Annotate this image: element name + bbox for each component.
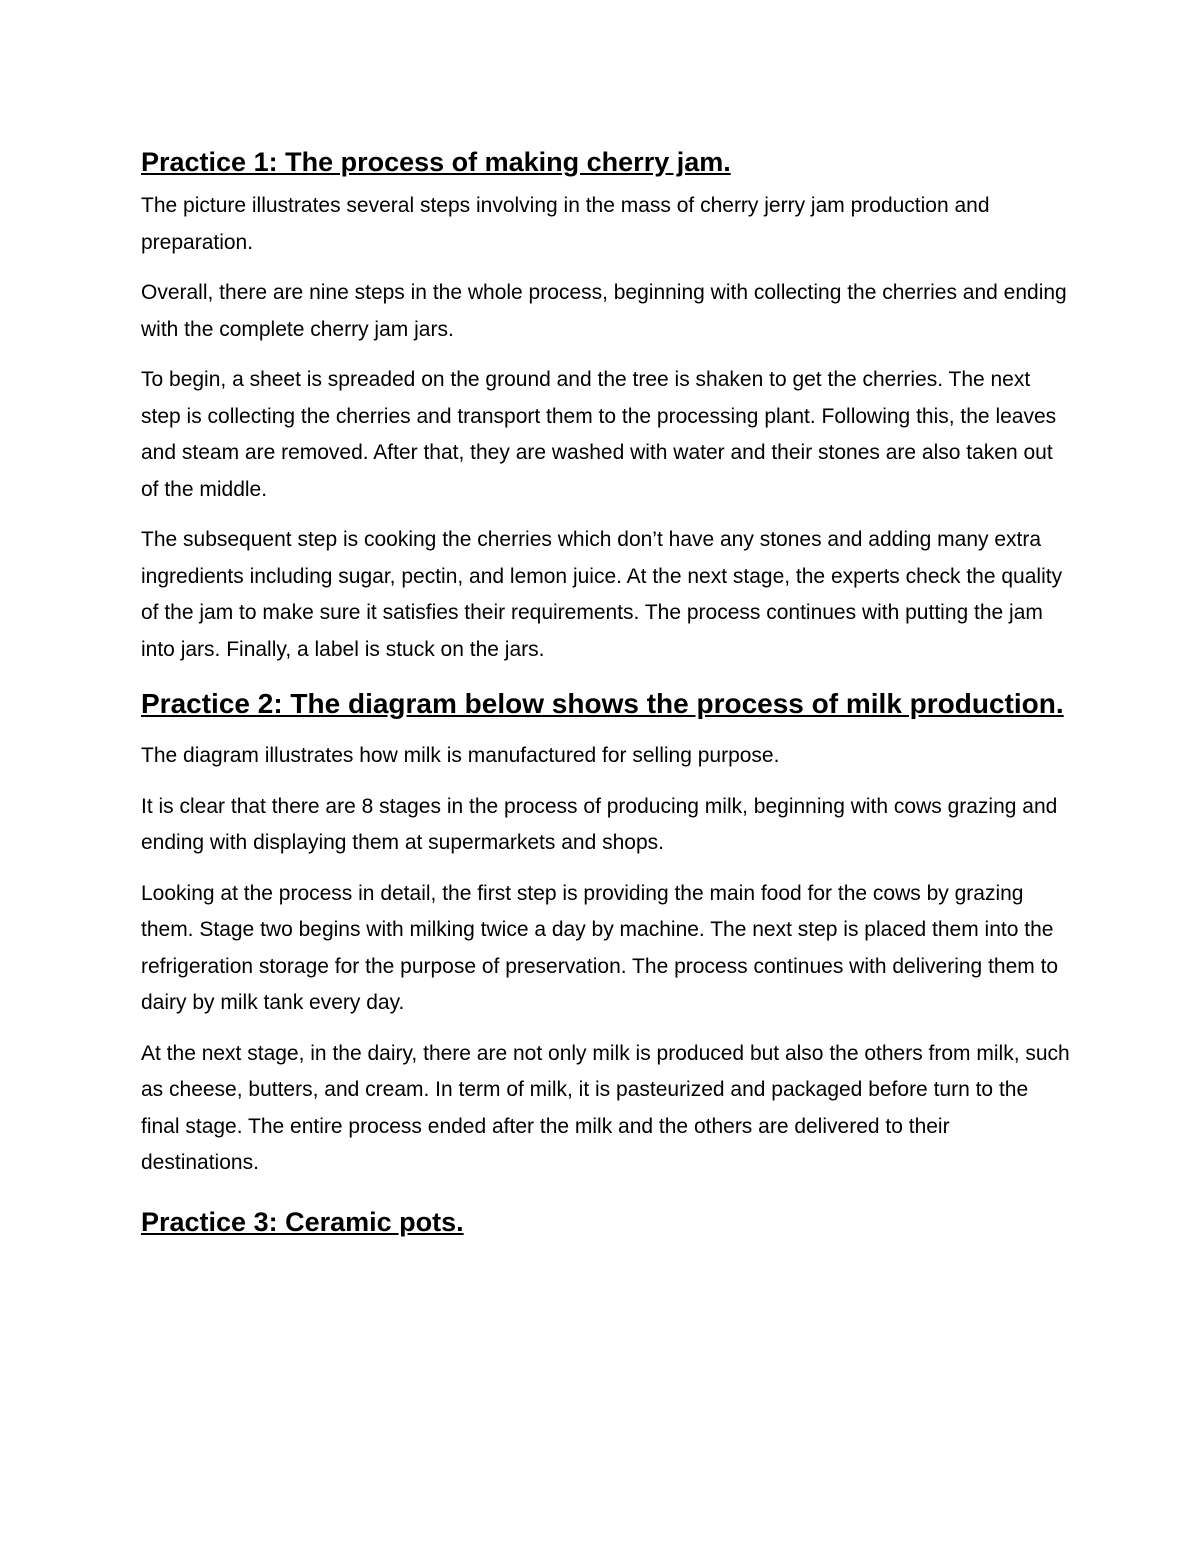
paragraph: At the next stage, in the dairy, there are not only milk is produced but also the others from milk, such as cheese, butters, and cream. In term of milk, it is pasteurized and packaged before turn to the final stage. The entire process ended after the milk and the others are delivered to their destinations. bbox=[141, 1041, 1070, 1174]
paragraph: To begin, a sheet is spreaded on the ground and the tree is shaken to get the cherries. The next step is collecting the cherries and transport them to the processing plant. Following this, the leaves and steam are removed. After that, they are washed with water and their stones are also taken out of the middle. bbox=[141, 368, 1057, 501]
section-heading: Practice 2: The diagram below shows the process of milk production. bbox=[141, 688, 1064, 719]
paragraph: The subsequent step is cooking the cherries which don’t have any stones and adding many extra ingredients including sugar, pectin, and lemon juice. At the next stage, the experts check the quality of the jam to make sure it satisfies their requirements. The process continues with putting the jam into jars. Finally, a label is stuck on the jars. bbox=[141, 528, 1063, 661]
document-page bbox=[141, 142, 1071, 1242]
section-practice-1 bbox=[141, 142, 1071, 668]
paragraph: The diagram illustrates how milk is manufactured for selling purpose. bbox=[141, 744, 780, 767]
paragraph: Overall, there are nine steps in the whole process, beginning with collecting the cherries and ending with the complete cherry jam jars. bbox=[141, 281, 1067, 341]
section-practice-3 bbox=[141, 1202, 1071, 1242]
paragraph: The picture illustrates several steps involving in the mass of cherry jerry jam production and preparation. bbox=[141, 194, 990, 254]
section-practice-2 bbox=[141, 682, 1071, 1182]
section-heading: Practice 1: The process of making cherry jam. bbox=[141, 147, 731, 177]
paragraph: Looking at the process in detail, the first step is providing the main food for the cows by grazing them. Stage two begins with milking twice a day by machine. The next step is placed them into the refrigeration storage for the purpose of preservation. The process continues with delivering them to dairy by milk tank every day. bbox=[141, 881, 1059, 1014]
section-heading: Practice 3: Ceramic pots. bbox=[141, 1206, 464, 1237]
paragraph: It is clear that there are 8 stages in the process of producing milk, beginning with cows grazing and ending with displaying them at supermarkets and shops. bbox=[141, 794, 1058, 854]
